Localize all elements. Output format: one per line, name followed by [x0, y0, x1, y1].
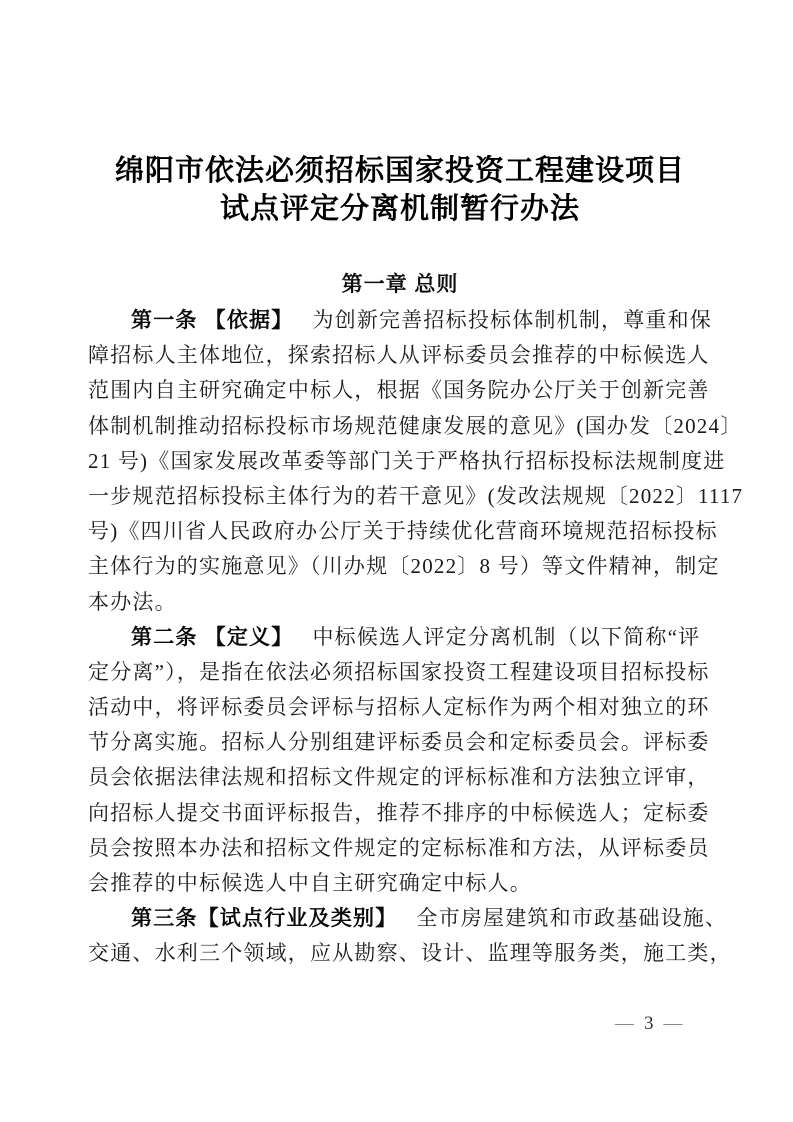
body-line: 活动中，将评标委员会评标与招标人定标作为两个相对独立的环	[88, 695, 710, 720]
body-line: 一步规范招标投标主体行为的若干意见》(发改法规规〔2022〕1117	[88, 483, 744, 508]
paragraph-2-first-line	[88, 620, 718, 655]
body-line: 21 号)《国家发展改革委等部门关于严格执行招标投标法规制度进	[88, 448, 726, 473]
document-body	[88, 303, 744, 972]
body-line: 交通、水利三个领域，应从勘察、设计、监理等服务类，施工类，	[88, 941, 732, 966]
document-title	[88, 152, 712, 228]
body-line: 员会按照本办法和招标文件规定的定标标准和方法，从评标委员	[88, 835, 710, 860]
body-line: 定分离”），是指在依法必须招标国家投资工程建设项目招标投标	[88, 659, 710, 684]
article-lead: 第一条 【依据】	[131, 309, 294, 332]
body-line: 会推荐的中标候选人中自主研究确定中标人。	[88, 871, 532, 895]
body-line: 本办法。	[88, 589, 177, 614]
paragraph-1-first-line	[88, 303, 718, 338]
footer-dash-right: —	[663, 1013, 685, 1034]
body-line: 员会依据法律法规和招标文件规定的评标标准和方法独立评审，	[88, 765, 710, 790]
body-line: 号)《四川省人民政府办公厅关于持续优化营商环境规范招标投标	[88, 519, 718, 544]
article-lead: 第三条【试点行业及类别】	[131, 907, 398, 931]
page-number: 3	[644, 1013, 656, 1034]
paragraph-3-first-line	[88, 901, 728, 936]
document-title-line1: 绵阳市依法必须招标国家投资工程建设项目	[114, 155, 685, 187]
page-footer	[610, 1013, 690, 1035]
chapter-heading: 第一章 总则	[341, 273, 459, 296]
body-line: 主体行为的实施意见》（川办规〔2022〕8 号）等文件精神，制定	[88, 554, 720, 579]
body-line: 向招标人提交书面评标报告，推荐不排序的中标候选人；定标委	[88, 800, 710, 825]
body-line: 范围内自主研究确定中标人，根据《国务院办公厅关于创新完善	[88, 378, 710, 403]
footer-dash-left: —	[615, 1013, 636, 1034]
line-text: 全市房屋建筑和市政基础设施、	[416, 906, 728, 931]
line-text: 为创新完善招标投标体制机制，尊重和保	[312, 308, 713, 332]
body-line: 体制机制推动招标投标市场规范健康发展的意见》(国办发〔2024〕	[88, 413, 743, 438]
line-text: 中标候选人评定分离机制（以下简称“评	[312, 624, 701, 649]
article-lead: 第二条 【定义】	[131, 625, 294, 649]
body-line: 节分离实施。招标人分别组建评标委员会和定标委员会。评标委	[88, 730, 710, 755]
body-line: 障招标人主体地位，探索招标人从评标委员会推荐的中标候选人	[88, 343, 710, 368]
document-title-line2: 试点评定分离机制暂行办法	[219, 193, 580, 225]
